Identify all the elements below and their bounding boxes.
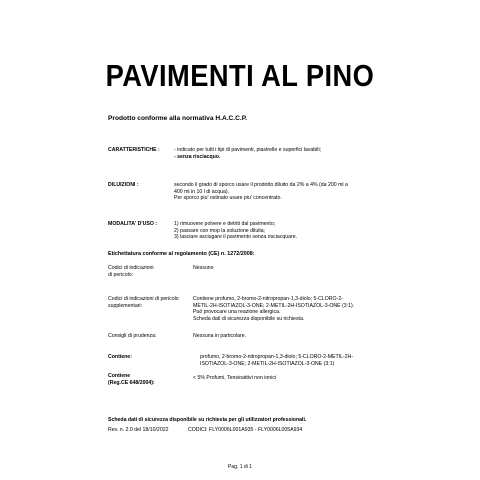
haccp-compliance-note: Prodotto conforme alla normativa H.A.C.C.P. <box>108 115 248 122</box>
product-title: PAVIMENTI AL PINO <box>105 58 375 93</box>
codici-supplementari-line-2: METIL-2H-ISOTIAZOL-3-ONE; 2-METIL-2H-ISOTIAZOL-3-ONE (3:1). <box>193 302 355 309</box>
contiene-reg-label-line-1: Contiene <box>108 373 131 379</box>
modalita-step-3: 3) lasciare asciugare il pavimento senza risciacquare. <box>174 234 298 241</box>
page-number: Pag. 1 di 1 <box>228 464 252 470</box>
modalita-step-1: 1) rimuovere polvere e detriti dal pavimento; <box>174 221 276 227</box>
contiene-reg-label <box>108 373 155 386</box>
codici-supplementari-line-4: Scheda dati di sicurezza disponibile su richiesta. <box>193 315 305 322</box>
product-codes: CODICI: FLY0006L001A935 - FLY0006L005A934 <box>188 427 303 433</box>
diluizioni-label: DILUIZIONI : <box>108 182 139 188</box>
sds-availability-note: Scheda dati di sicurezza disponibile su richiesta per gli utilizzatori professionali. <box>108 417 307 423</box>
codici-supplementari-label-line-2: supplementari: <box>108 302 143 309</box>
contiene-reg-value: < 5% Profumi, Tensioattivi non ionici <box>193 375 277 381</box>
contiene-value <box>200 354 400 367</box>
consigli-prudenza-value: Nessuna in particolare. <box>193 333 247 339</box>
contiene-reg-label-line-2: (Reg.CE 648/2004): <box>108 379 155 386</box>
codici-pericolo-label-line-1: Codici di indicazioni <box>108 265 154 271</box>
consigli-prudenza-label: Consigli di prudenza: <box>108 333 157 339</box>
contiene-line-2: ISOTIAZOL-3-ONE; 2-METIL-2H-ISOTIAZOL-3-ONE (3:1) <box>200 360 335 367</box>
revision-info: Rev. n. 2.0 del 18/10/2022 <box>108 427 169 433</box>
modalita-uso-value <box>174 221 384 241</box>
codici-pericolo-value: Nessuno <box>193 265 214 271</box>
etichettatura-heading: Etichettatura conforme al regolamento (CE) n. 1272/2008: <box>108 251 255 257</box>
codici-pericolo-label-line-2: di pericolo: <box>108 271 134 278</box>
caratteristiche-line-2: - senza risciacquo. <box>174 153 221 160</box>
codici-pericolo-label <box>108 265 154 278</box>
codici-supplementari-line-1: Contiene profumo, 2-bromo-2-nitropropan-1,3-diolo; 5-CLORO-2- <box>193 296 343 302</box>
caratteristiche-label: CARATTERISTICHE : <box>108 147 160 153</box>
modalita-step-2: 2) passare con mop la soluzione diluita; <box>174 227 266 234</box>
diluizioni-line-1: secondo il grado di sporco usare il prodotto diluito da 2% a 4% (da 200 ml a <box>174 182 348 188</box>
codici-supplementari-label <box>108 296 179 309</box>
caratteristiche-value <box>174 147 384 160</box>
contiene-line-1: profumo, 2-bromo-2-nitropropan-1,3-diolo; 5-CLORO-2-METIL-2H- <box>200 354 354 360</box>
codici-supplementari-label-line-1: Codici di indicazioni di pericolo <box>108 296 179 302</box>
diluizioni-value <box>174 182 384 202</box>
contiene-label: Contiene: <box>108 354 132 360</box>
caratteristiche-line-1: - indicato per tutti i tipi di pavimenti, piastrelle e superfici lavabili; <box>174 147 322 153</box>
diluizioni-line-3: Per sporco piu' ostinato usare piu' concentrato. <box>174 195 282 202</box>
diluizioni-line-2: 400 ml in 10 l di acqua). <box>174 188 230 195</box>
modalita-uso-label: MODALITA' D'USO : <box>108 221 158 227</box>
codici-supplementari-value <box>193 296 413 322</box>
codici-supplementari-line-3: Può provocare una reazione allergica. <box>193 309 281 316</box>
